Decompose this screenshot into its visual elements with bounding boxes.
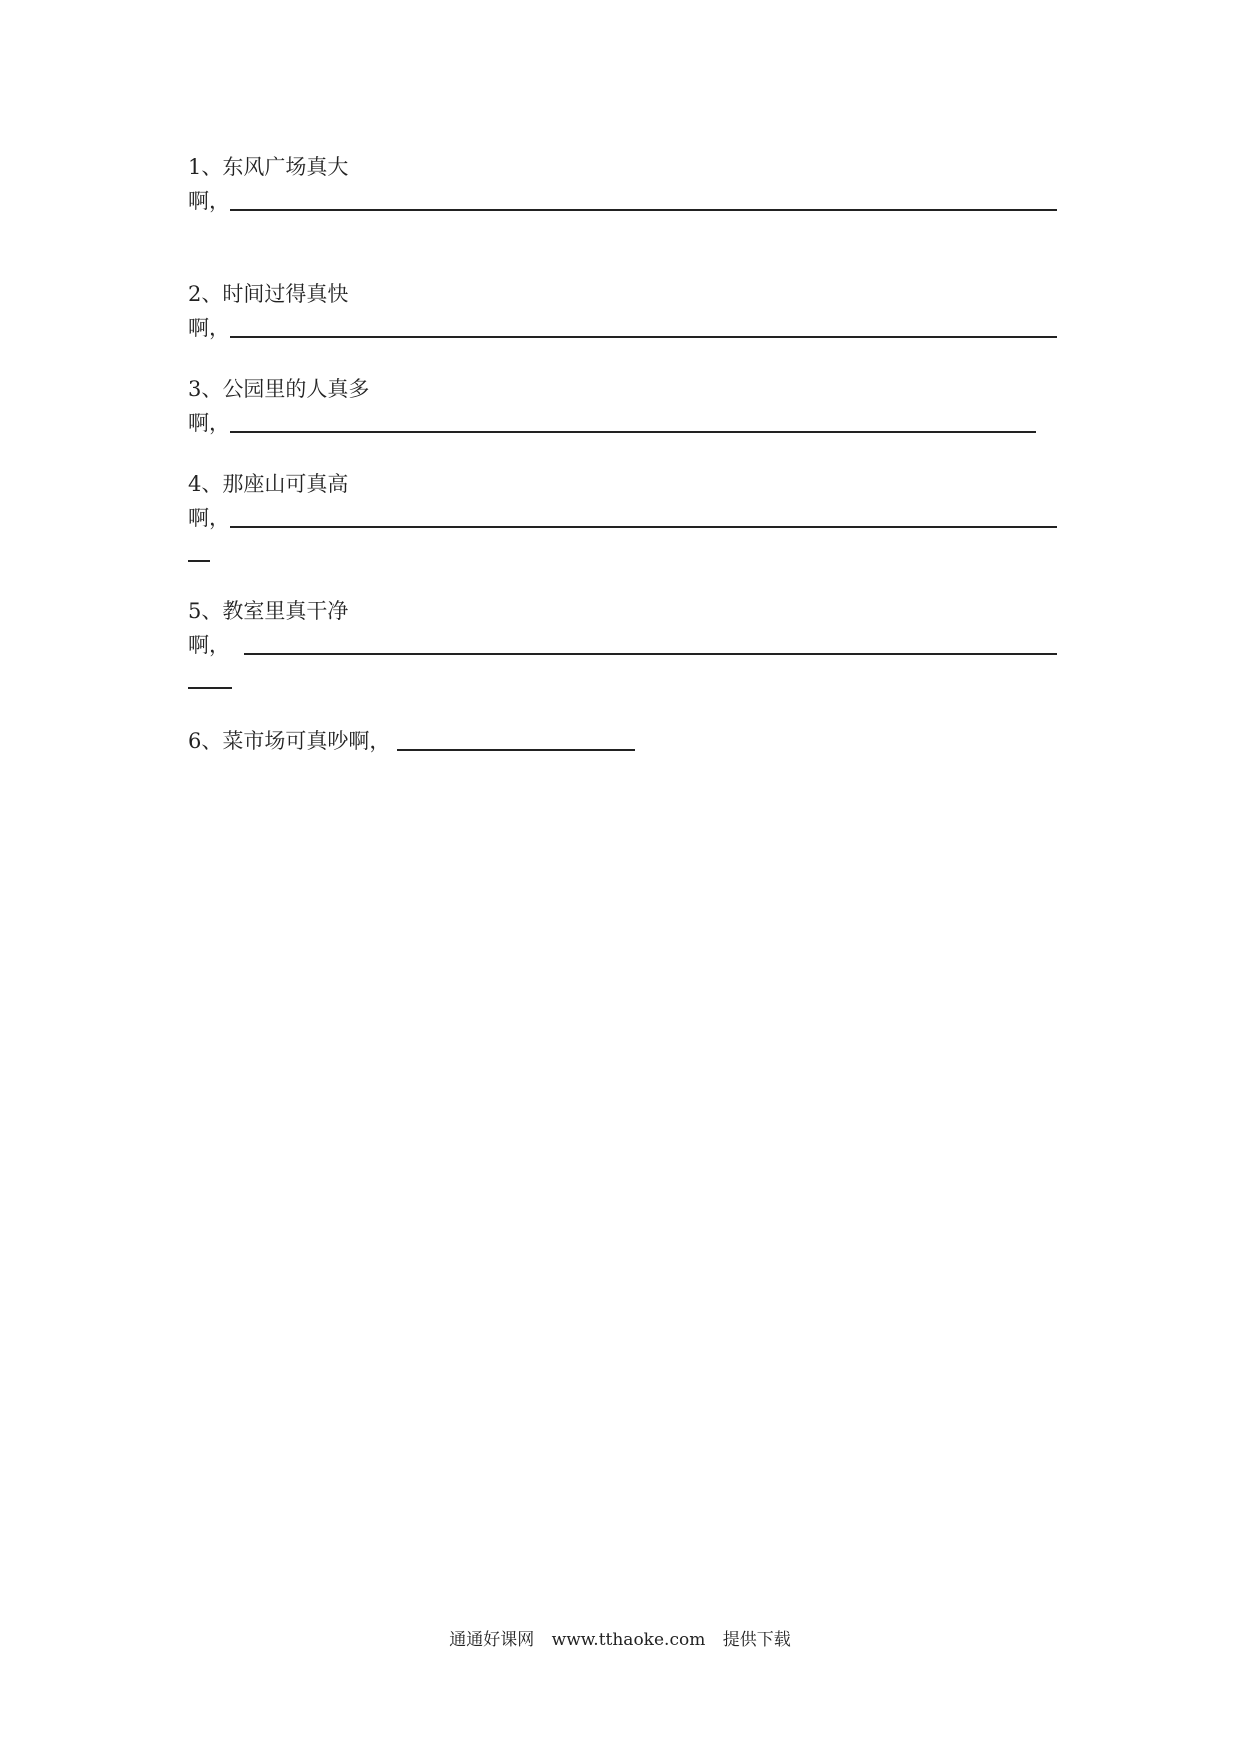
item-1-answer-line[interactable] <box>230 209 1057 211</box>
item-3-answer-line[interactable] <box>230 431 1036 433</box>
page-footer <box>0 1630 1240 1650</box>
item-1-continuation: 啊， <box>188 189 230 213</box>
item-1-prompt: 1、东风广场真大 <box>188 155 349 179</box>
item-2-continuation: 啊， <box>188 316 230 340</box>
item-2-prompt: 2、时间过得真快 <box>188 282 349 306</box>
item-5-answer-line[interactable] <box>244 653 1057 655</box>
item-5-answer-line-wrap[interactable] <box>188 687 232 689</box>
item-4-prompt: 4、那座山可真高 <box>188 472 349 496</box>
item-4-continuation: 啊， <box>188 506 230 530</box>
item-3-prompt: 3、公园里的人真多 <box>188 377 370 401</box>
item-2-answer-line[interactable] <box>230 336 1057 338</box>
item-5-continuation: 啊， <box>188 633 230 657</box>
item-4-answer-line[interactable] <box>230 526 1057 528</box>
item-3-continuation: 啊， <box>188 411 230 435</box>
item-6-answer-line[interactable] <box>397 749 635 751</box>
footer-url: www.tthaoke.com <box>551 1630 706 1650</box>
footer-site-name: 通通好课网 <box>449 1630 535 1650</box>
footer-suffix: 提供下载 <box>722 1630 791 1650</box>
item-4-answer-line-wrap[interactable] <box>188 560 210 562</box>
item-6-prompt: 6、菜市场可真吵啊， <box>188 729 391 753</box>
item-5-prompt: 5、教室里真干净 <box>188 599 349 623</box>
